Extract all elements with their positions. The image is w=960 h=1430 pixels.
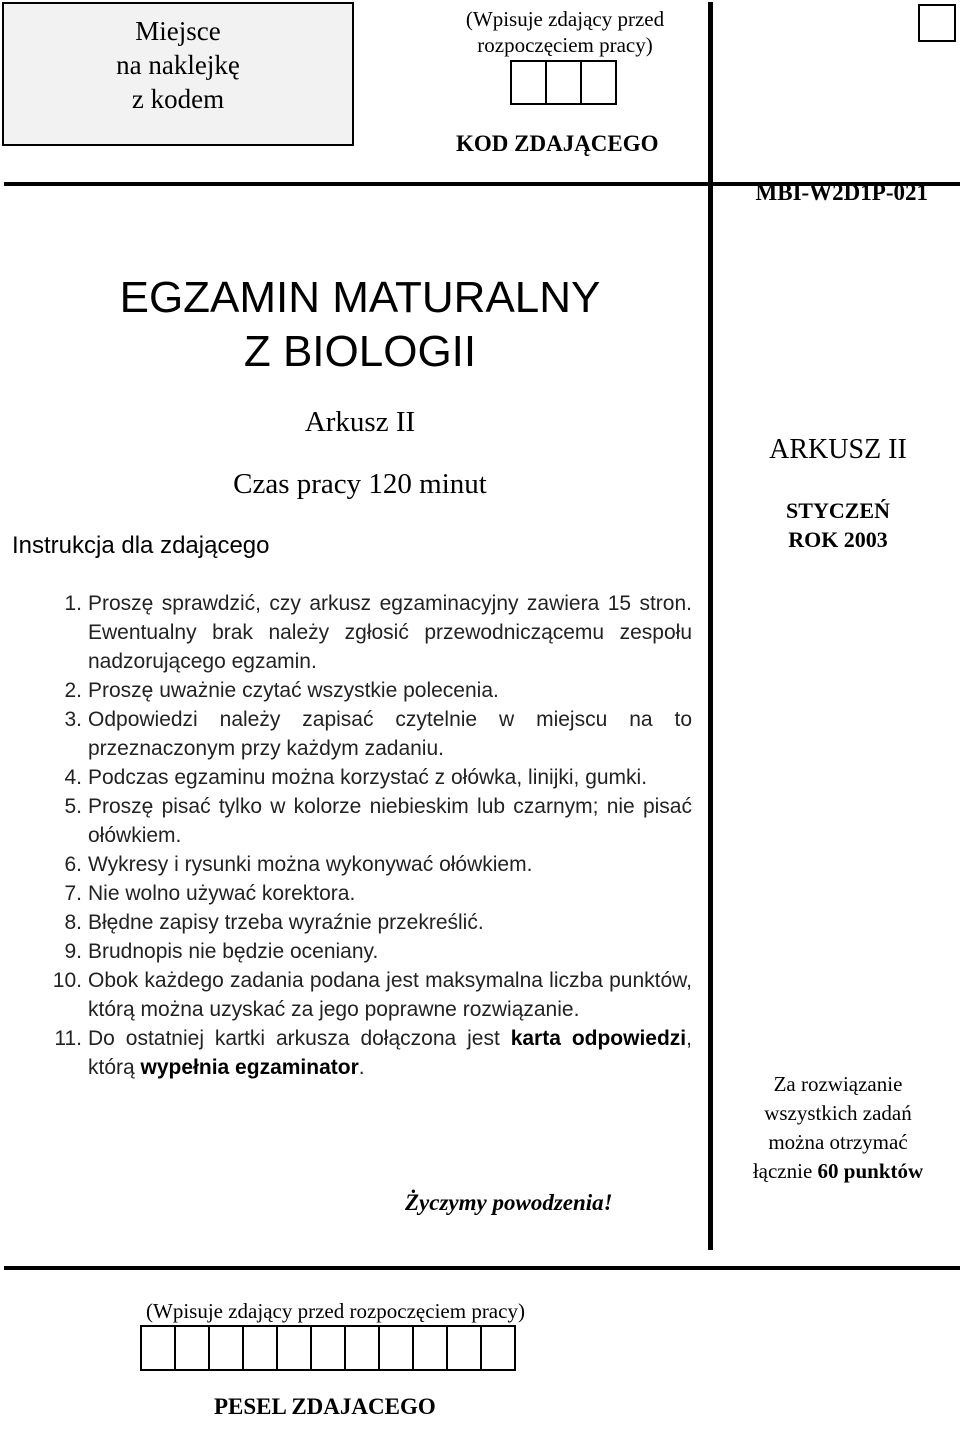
- list-item-text: Do ostatniej kartki arkusza dołączona jest karta odpowiedzi, którą wypełnia egzaminator.: [88, 1027, 692, 1079]
- side-sheet: ARKUSZ II: [769, 434, 907, 465]
- pesel-label: PESEL ZDAJACEGO: [214, 1394, 436, 1419]
- note-line: rozpoczęciem pracy): [477, 33, 653, 57]
- code-digit-box[interactable]: [580, 60, 617, 105]
- good-luck-text: Życzymy powodzenia!: [405, 1190, 613, 1215]
- pesel-digit-box[interactable]: [208, 1325, 244, 1371]
- corner-box: [918, 4, 956, 42]
- side-year: ROK 2003: [788, 527, 888, 552]
- sticker-box: [2, 2, 354, 146]
- list-item: 8. Błędne zapisy trzeba wyraźnie przekreślić.: [64, 911, 484, 934]
- code-digit-box[interactable]: [545, 60, 582, 105]
- note-line: (Wpisuje zdający przed: [465, 7, 665, 31]
- pesel-boxes: [140, 1325, 514, 1371]
- points-info: [716, 1070, 960, 1186]
- exam-subject: Z BIOLOGII: [243, 327, 477, 376]
- list-item: 6. Wykresy i rysunki można wykonywać ołówkiem.: [64, 853, 533, 876]
- side-month: STYCZEŃ: [786, 498, 890, 523]
- list-item: 7. Nie wolno używać korektora.: [64, 882, 356, 905]
- pesel-digit-box[interactable]: [378, 1325, 414, 1371]
- pesel-digit-box[interactable]: [242, 1325, 278, 1371]
- pesel-digit-box[interactable]: [310, 1325, 346, 1371]
- list-item: 5. Proszę pisać tylko w kolorze niebieskim lub czarnym; nie pisać ołówkiem.: [64, 795, 692, 847]
- list-item: 11. Do ostatniej kartki arkusza dołączona jest karta odpowiedzi, którą wypełnia egzaminator.: [40, 1024, 692, 1082]
- list-item: 9. Brudnopis nie będzie oceniany.: [64, 940, 379, 963]
- sheet-name: Arkusz II: [304, 406, 416, 438]
- exam-duration: Czas pracy 120 minut: [233, 468, 487, 500]
- list-item: 10. Obok każdego zadania podana jest maksymalna liczba punktów, którą można uzyskać za jego poprawne rozwiązanie.: [52, 969, 692, 1021]
- sticker-line: Miejsce: [135, 16, 221, 46]
- sheet-code: MBI-W2D1P-021: [755, 180, 928, 205]
- candidate-code-label: KOD ZDAJĄCEGO: [456, 131, 659, 156]
- list-item: 1. Proszę sprawdzić, czy arkusz egzaminacyjny zawiera 15 stron. Ewentualny brak należy zgłosić przewodniczącemu zespołu nadzorującego egzamin.: [64, 592, 692, 673]
- pesel-digit-box[interactable]: [446, 1325, 482, 1371]
- candidate-code-note: [440, 6, 690, 58]
- examiner-term: wypełnia egzaminator: [140, 1056, 359, 1079]
- list-item: 2. Proszę uważnie czytać wszystkie polecenia.: [64, 679, 499, 702]
- list-item: 3. Odpowiedzi należy zapisać czytelnie w miejscu na to przeznaczonym przy każdym zadaniu.: [64, 708, 692, 760]
- candidate-code-boxes: [510, 60, 615, 105]
- pesel-digit-box[interactable]: [412, 1325, 448, 1371]
- vertical-divider: [708, 2, 713, 1250]
- exam-title: EGZAMIN MATURALNY: [119, 273, 601, 322]
- code-digit-box[interactable]: [510, 60, 547, 105]
- sticker-line: na naklejkę: [116, 50, 240, 80]
- points-line: Za rozwiązanie: [773, 1072, 903, 1096]
- answer-card-term: karta odpowiedzi: [510, 1027, 687, 1050]
- pesel-note: (Wpisuje zdający przed rozpoczęciem pracy): [146, 1299, 525, 1323]
- points-line: można otrzymać: [768, 1130, 908, 1154]
- instructions-list: [40, 589, 692, 1082]
- pesel-digit-box[interactable]: [344, 1325, 380, 1371]
- points-line: wszystkich zadań: [764, 1101, 912, 1125]
- pesel-digit-box[interactable]: [140, 1325, 176, 1371]
- pesel-digit-box[interactable]: [174, 1325, 210, 1371]
- sticker-line: z kodem: [131, 84, 225, 114]
- pesel-digit-box[interactable]: [480, 1325, 516, 1371]
- instructions-heading: Instrukcja dla zdającego: [12, 532, 270, 559]
- pesel-digit-box[interactable]: [276, 1325, 312, 1371]
- list-item: 4. Podczas egzaminu można korzystać z ołówka, linijki, gumki.: [64, 766, 648, 789]
- points-value: 60 punktów: [817, 1159, 924, 1183]
- points-total: łącznie 60 punktów: [752, 1159, 924, 1183]
- footer-divider: [4, 1266, 960, 1270]
